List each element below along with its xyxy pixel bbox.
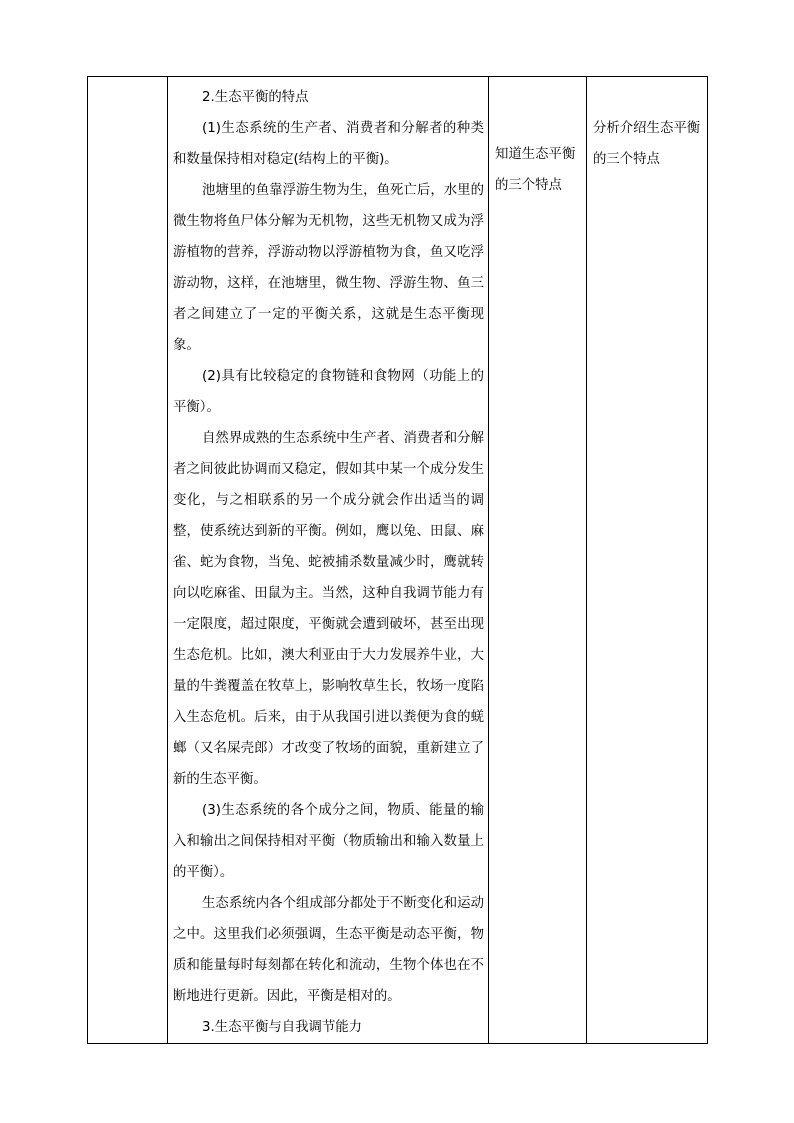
paragraph-structure-balance: (1)生态系统的生产者、消费者和分解者的种类和数量保持相对稳定(结构上的平衡)。 [173, 121, 484, 167]
paragraph-dynamic-balance: 生态系统内各个组成部分都处于不断变化和运动之中。这里我们必须强调，生态平衡是动态平衡，物质和能量每时每刻都在转化和流动，生物个体也在不断地进行更新。因此，平衡是相对的。 [173, 896, 484, 1004]
learning-goal-cell: 知道生态平衡的三个特点 [489, 77, 587, 1044]
teaching-note-cell: 分析介绍生态平衡的三个特点 [587, 77, 708, 1044]
paragraph-pond-example: 池塘里的鱼靠浮游生物为生，鱼死亡后，水里的微生物将鱼尸体分解为无机物，这些无机物又成为浮游植物的营养，浮游动物以浮游植物为食，鱼又吃浮游动物，这样，在池塘里，微生物、浮游生物、鱼三者之间建立了一定的平衡关系，这就是生态平衡现象。 [173, 183, 484, 353]
blank-column-cell [88, 77, 168, 1044]
lesson-plan-table [87, 76, 708, 1044]
content-cell [168, 77, 489, 1044]
section-heading-characteristics: 2.生态平衡的特点 [202, 90, 309, 105]
section-heading-self-regulation: 3.生态平衡与自我调节能力 [202, 1020, 363, 1035]
table-row [88, 77, 708, 1044]
paragraph-function-balance: (2)具有比较稳定的食物链和食物网（功能上的平衡）。 [173, 369, 484, 415]
paragraph-material-balance: (3)生态系统的各个成分之间，物质、能量的输入和输出之间保持相对平衡（物质输出和输入数量上的平衡）。 [173, 803, 484, 880]
paragraph-self-regulation-example: 自然界成熟的生态系统中生产者、消费者和分解者之间彼此协调而又稳定，假如其中某一个成分发生变化，与之相联系的另一个成分就会作出适当的调整，使系统达到新的平衡。例如，鹰以兔、田鼠、麻雀、蛇为食物，当兔、蛇被捕杀数量减少时，鹰就转向以吃麻雀、田鼠为主。当然，这种自我调节能力有一定限度，超过限度，平衡就会遭到破坏，甚至出现生态危机。比如，澳大利亚由于大力发展养牛业，大量的牛粪覆盖在牧草上，影响牧草生长，牧场一度陷入生态危机。后来，由于从我国引进以粪便为食的蜣螂（又名屎壳郎）才改变了牧场的面貌，重新建立了新的生态平衡。 [173, 431, 484, 787]
